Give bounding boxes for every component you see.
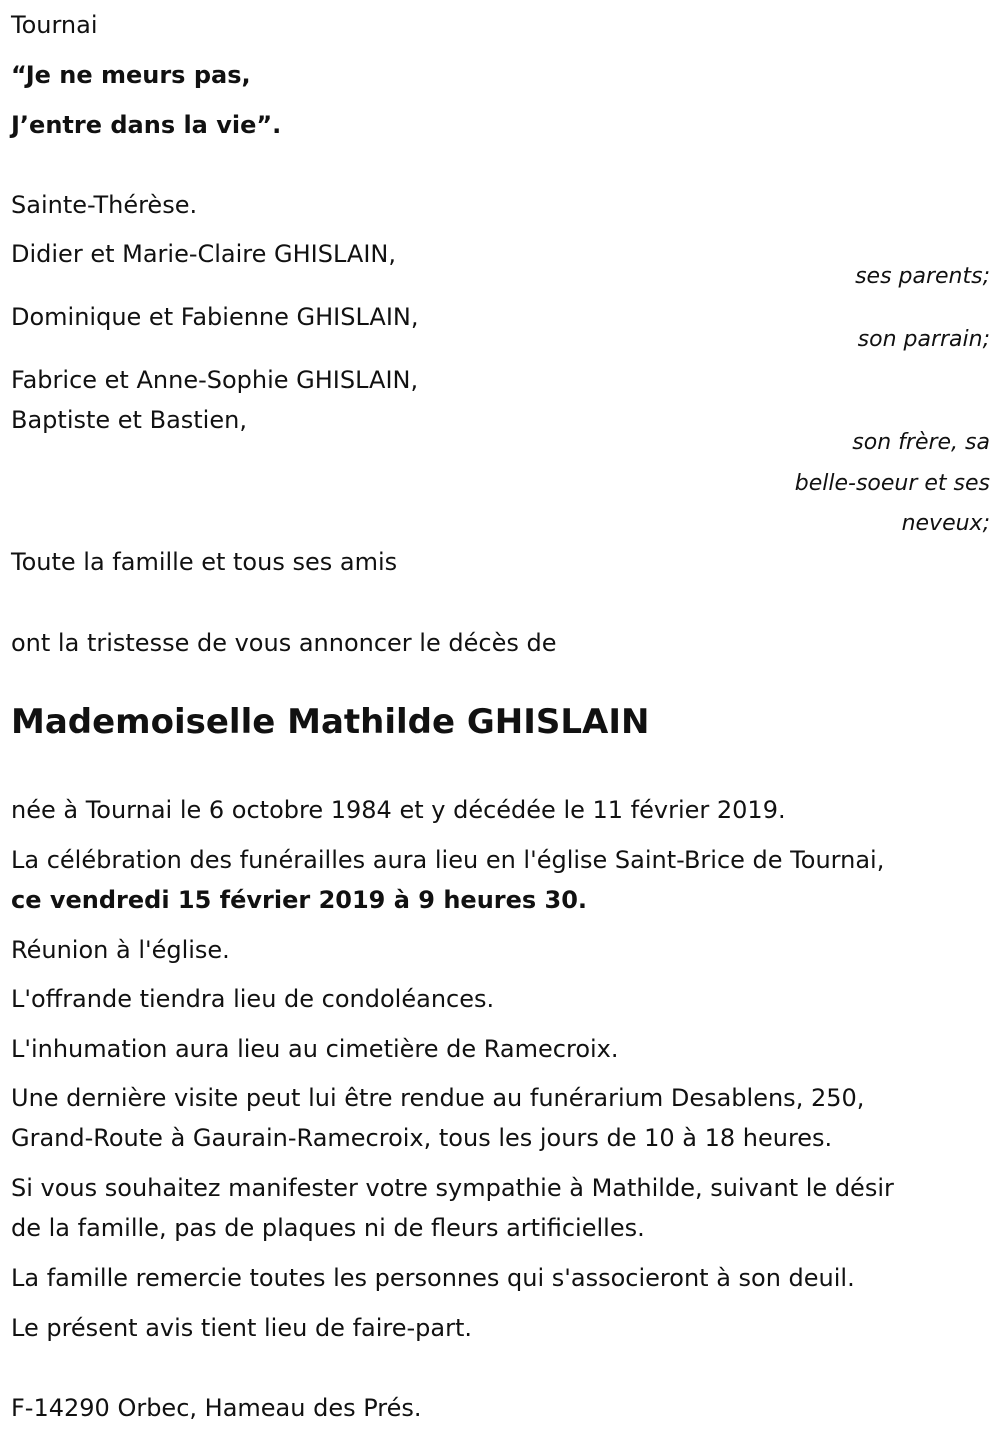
deceased-name: Mademoiselle Mathilde GHISLAIN <box>11 702 650 742</box>
notice-line: Le présent avis tient lieu de faire-part. <box>11 1314 473 1342</box>
prayer-line: Sainte-Thérèse. <box>11 191 198 219</box>
thanks-line: La famille remercie toutes les personnes qui s'associeront à son deuil. <box>11 1264 855 1292</box>
brother-role-line-1: son frère, sa <box>852 430 990 455</box>
brother-names-line-2: Baptiste et Bastien, <box>11 406 247 434</box>
godfather-role: son parrain; <box>857 327 990 352</box>
parents-names: Didier et Marie-Claire GHISLAIN, <box>11 240 396 268</box>
burial-line: L'inhumation aura lieu au cimetière de Ramecroix. <box>11 1035 619 1063</box>
visit-line-1: Une dernière visite peut lui être rendue au funérarium Desablens, 250, <box>11 1084 865 1112</box>
announcement-intro: ont la tristesse de vous annoncer le décès de <box>11 629 557 657</box>
quote-line-1: “Je ne meurs pas, <box>11 61 251 89</box>
offering-line: L'offrande tiendra lieu de condoléances. <box>11 985 495 1013</box>
parents-role: ses parents; <box>855 264 990 289</box>
brother-names-line-1: Fabrice et Anne-Sophie GHISLAIN, <box>11 366 419 394</box>
meeting-line: Réunion à l'église. <box>11 936 230 964</box>
godfather-names: Dominique et Fabienne GHISLAIN, <box>11 303 419 331</box>
quote-line-2: J’entre dans la vie”. <box>11 111 282 139</box>
wishes-line-2: de la famille, pas de plaques ni de fleurs artificielles. <box>11 1214 645 1242</box>
brother-role-line-2: belle-soeur et ses <box>794 471 990 496</box>
all-family-line: Toute la famille et tous ses amis <box>11 548 398 576</box>
ceremony-line-2: ce vendredi 15 février 2019 à 9 heures 30. <box>11 886 588 914</box>
city-heading: Tournai <box>11 11 98 39</box>
wishes-line-1: Si vous souhaitez manifester votre sympathie à Mathilde, suivant le désir <box>11 1174 894 1202</box>
brother-role-line-3: neveux; <box>901 511 990 536</box>
ceremony-line-1: La célébration des funérailles aura lieu en l'église Saint-Brice de Tournai, <box>11 846 885 874</box>
footer-address: F-14290 Orbec, Hameau des Prés. <box>11 1394 422 1422</box>
visit-line-2: Grand-Route à Gaurain-Ramecroix, tous les jours de 10 à 18 heures. <box>11 1124 833 1152</box>
birth-death-line: née à Tournai le 6 octobre 1984 et y décédée le 11 février 2019. <box>11 796 786 824</box>
